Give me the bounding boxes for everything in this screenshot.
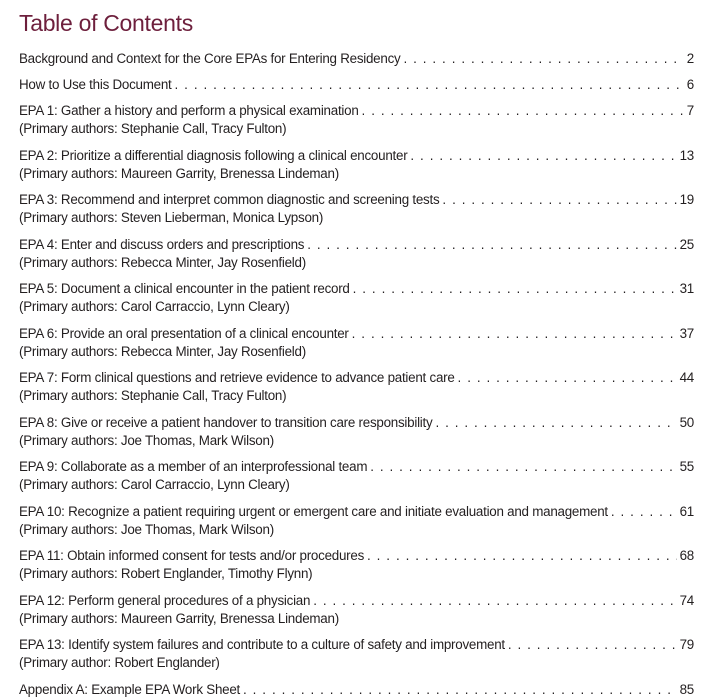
toc-entry-authors: (Primary authors: Maureen Garrity, Brenessa Lindeman) [19,165,339,181]
toc-page [19,0,694,700]
toc-page-number[interactable]: 85 [679,681,694,697]
dot-leader [611,503,677,521]
toc-entry-line [19,547,694,565]
toc-entry-authors: (Primary authors: Stephanie Call, Tracy Fulton) [19,121,287,136]
dot-leader [508,636,677,654]
toc-entry-title[interactable]: EPA 7: Form clinical questions and retrieve evidence to advance patient care [19,370,455,385]
page-title: Table of Contents [19,10,193,36]
toc-entry-line [19,592,694,610]
toc-entry-title[interactable]: EPA 4: Enter and discuss orders and prescriptions [19,236,305,252]
toc-entry[interactable] [19,592,694,628]
toc-entry-title[interactable]: EPA 8: Give or receive a patient handover to transition care responsibility [19,414,433,430]
toc-entry-line [19,369,694,387]
dot-leader [353,280,677,298]
toc-entry-title[interactable]: Background and Context for the Core EPAs for Entering Residency [19,51,401,66]
toc-entry[interactable] [19,681,694,699]
toc-entry-line [19,50,694,68]
toc-entry-line [19,681,694,699]
toc-entry-authors: (Primary author: Robert Englander) [19,655,220,670]
dot-leader [442,191,676,209]
toc-entry[interactable] [19,50,694,68]
toc-entry-title[interactable]: EPA 12: Perform general procedures of a physician [19,592,311,608]
toc-entry-title[interactable]: EPA 2: Prioritize a differential diagnosis following a clinical encounter [19,147,408,163]
toc-entry[interactable] [19,325,694,361]
toc-entry-title[interactable]: EPA 13: Identify system failures and contribute to a culture of safety and improvement [19,637,505,652]
toc-entry-line [19,191,694,209]
toc-entry-title[interactable]: EPA 5: Document a clinical encounter in the patient record [19,281,350,296]
toc-entry-authors: (Primary authors: Rebecca Minter, Jay Rosenfield) [19,343,306,359]
toc-page-number[interactable]: 19 [679,192,694,207]
dot-leader [362,102,684,120]
toc-entry[interactable] [19,191,694,227]
toc-entry[interactable] [19,102,694,138]
toc-entry-line [19,280,694,298]
toc-page-number[interactable]: 37 [679,325,694,341]
toc-entry-authors: (Primary authors: Steven Lieberman, Monica Lypson) [19,210,324,225]
toc-entry-authors: (Primary authors: Stephanie Call, Tracy Fulton) [19,388,287,403]
toc-entry[interactable] [19,76,694,94]
toc-page-number[interactable]: 74 [679,592,694,608]
dot-leader [458,369,677,387]
toc-entry-line [19,458,694,476]
toc-entry-authors: (Primary authors: Maureen Garrity, Brenessa Lindeman) [19,610,339,626]
toc-entry-line [19,147,694,165]
dot-leader [313,592,676,610]
toc-page-number[interactable]: 25 [679,236,694,252]
toc-entry[interactable] [19,280,694,316]
toc-entry[interactable] [19,414,694,450]
toc-entry-title[interactable]: EPA 11: Obtain informed consent for tests and/or procedures [19,548,365,563]
dot-leader [243,681,677,699]
toc-entry-authors: (Primary authors: Carol Carraccio, Lynn Cleary) [19,299,290,314]
toc-entry-authors: (Primary authors: Carol Carraccio, Lynn Cleary) [19,477,290,492]
toc-entry[interactable] [19,547,694,583]
toc-list [19,50,694,700]
toc-entry[interactable] [19,236,694,272]
toc-entry[interactable] [19,147,694,183]
toc-entry[interactable] [19,503,694,539]
toc-entry[interactable] [19,636,694,672]
toc-entry-authors: (Primary authors: Joe Thomas, Mark Wilson) [19,432,274,448]
dot-leader [367,547,677,565]
toc-entry-title[interactable]: How to Use this Document [19,77,172,92]
toc-page-number[interactable]: 68 [679,548,694,563]
toc-page-number[interactable]: 55 [679,459,694,474]
dot-leader [175,76,684,94]
toc-entry-line [19,414,694,432]
toc-page-number[interactable]: 44 [679,370,694,385]
dot-leader [435,414,676,432]
toc-entry-authors: (Primary authors: Joe Thomas, Mark Wilson) [19,521,274,537]
dot-leader [352,325,677,343]
dot-leader [403,50,683,68]
dot-leader [307,236,676,254]
toc-entry[interactable] [19,458,694,494]
toc-entry-authors: (Primary authors: Robert Englander, Timothy Flynn) [19,566,313,581]
toc-entry-title[interactable]: Appendix A: Example EPA Work Sheet [19,681,241,697]
toc-page-number[interactable]: 79 [679,637,694,652]
toc-entry-title[interactable]: EPA 10: Recognize a patient requiring urgent or emergent care and initiate evaluation and management [19,503,608,519]
toc-entry-title[interactable]: EPA 3: Recommend and interpret common diagnostic and screening tests [19,192,440,207]
toc-page-number[interactable]: 7 [686,103,694,118]
toc-entry-title[interactable]: EPA 9: Collaborate as a member of an interprofessional team [19,459,368,474]
toc-entry-line [19,236,694,254]
toc-entry[interactable] [19,369,694,405]
toc-entry-line [19,102,694,120]
toc-page-number[interactable]: 50 [679,414,694,430]
dot-leader [410,147,676,165]
toc-entry-line [19,636,694,654]
toc-entry-authors: (Primary authors: Rebecca Minter, Jay Rosenfield) [19,254,306,270]
toc-page-number[interactable]: 61 [679,503,694,519]
toc-entry-title[interactable]: EPA 6: Provide an oral presentation of a clinical encounter [19,325,349,341]
toc-page-number[interactable]: 13 [679,147,694,163]
toc-entry-title[interactable]: EPA 1: Gather a history and perform a physical examination [19,103,359,118]
toc-page-number[interactable]: 2 [686,51,694,66]
dot-leader [370,458,676,476]
toc-entry-line [19,325,694,343]
toc-page-number[interactable]: 6 [686,77,694,92]
toc-page-number[interactable]: 31 [679,281,694,296]
toc-entry-line [19,76,694,94]
toc-entry-line [19,503,694,521]
